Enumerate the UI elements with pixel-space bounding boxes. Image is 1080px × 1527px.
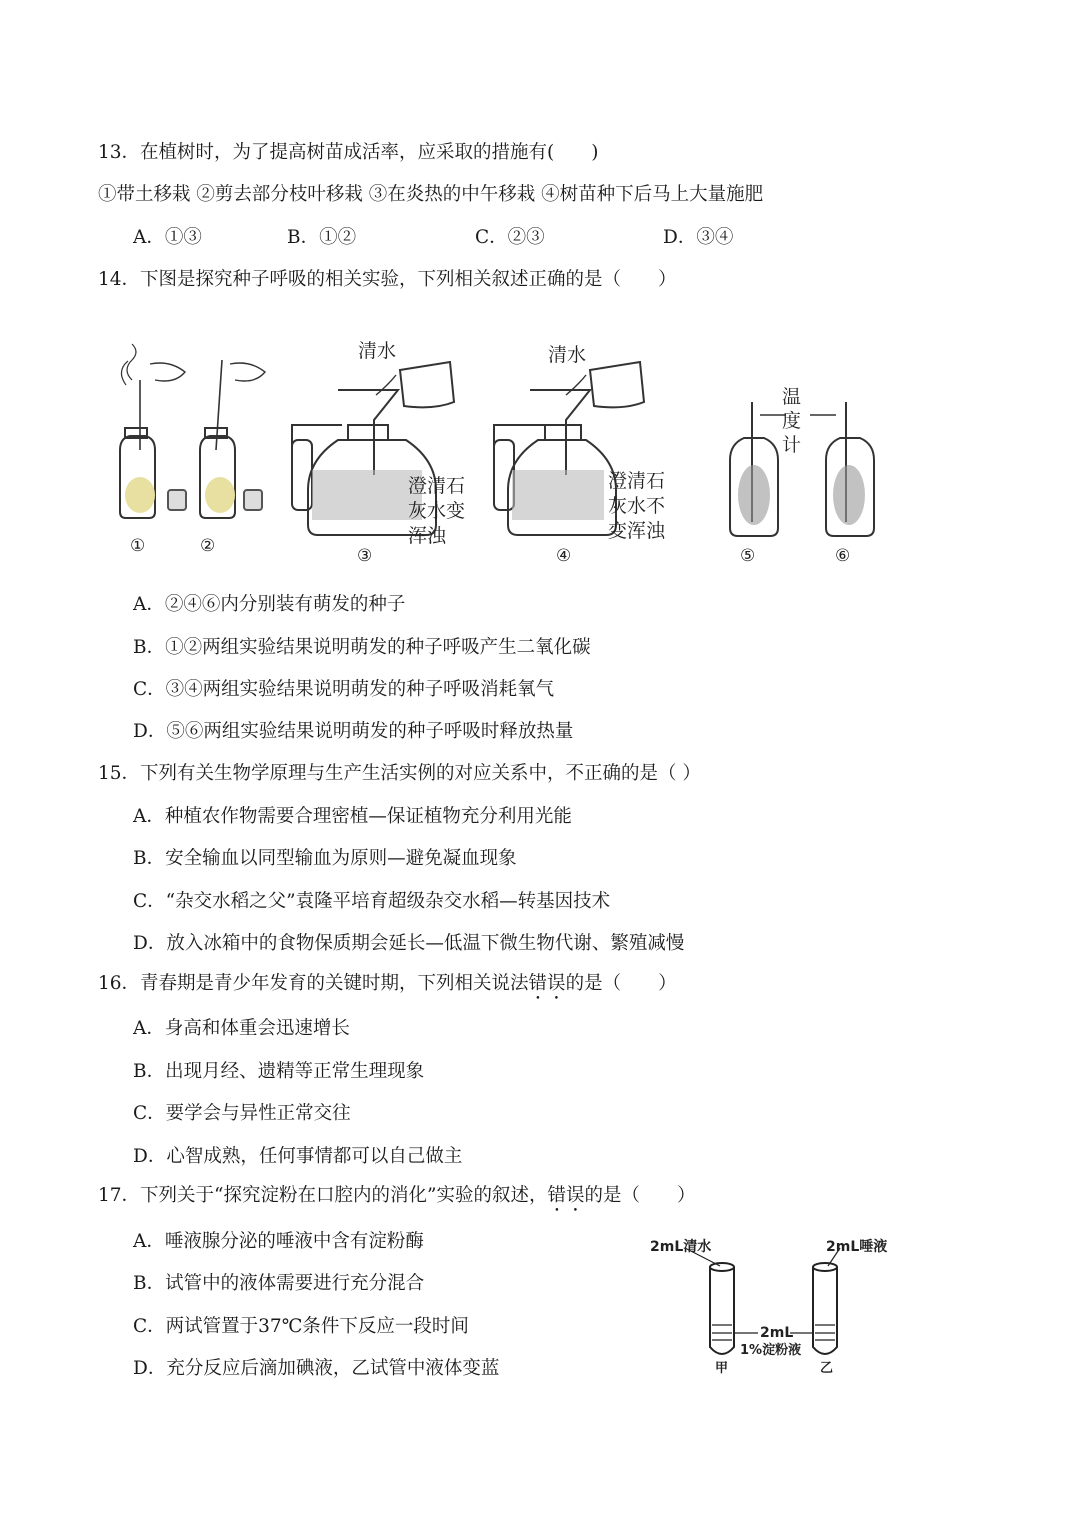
q14-option-b[interactable]: B．①②两组实验结果说明萌发的种子呼吸产生二氧化碳: [133, 637, 591, 658]
clear-label-3: 变浑浊: [608, 520, 666, 542]
figure-number-5: ⑤: [740, 546, 756, 566]
q13-option-a[interactable]: A．①③: [133, 227, 202, 248]
q15-stem: 15．下列有关生物学原理与生产生活实例的对应关系中，不正确的是（ ）: [98, 763, 701, 784]
q15-option-d[interactable]: D．放入冰箱中的食物保质期会延长—低温下微生物代谢、繁殖减慢: [133, 933, 685, 954]
q13-option-c[interactable]: C．②③: [475, 227, 545, 248]
thermometer-label-1: 温: [782, 386, 802, 408]
q16-option-d[interactable]: D．心智成熟，任何事情都可以自己做主: [133, 1146, 463, 1167]
q17-option-c[interactable]: C．两试管置于37℃条件下反应一段时间: [133, 1316, 469, 1337]
q13-option-d[interactable]: D．③④: [663, 227, 734, 248]
figure-number-1: ①: [130, 536, 146, 556]
test-tube-b-icon: [813, 1248, 840, 1354]
turbid-label-1: 澄清石: [408, 475, 466, 497]
q14-option-d[interactable]: D．⑤⑥两组实验结果说明萌发的种子呼吸时释放热量: [133, 721, 574, 742]
q13-option-b[interactable]: B．①②: [287, 227, 357, 248]
figure-number-3: ③: [357, 546, 373, 566]
q13-statements: ①带土移栽 ②剪去部分枝叶移栽 ③在炎热的中午移栽 ④树苗种下后马上大量施肥: [98, 184, 764, 205]
q14-option-c[interactable]: C．③④两组实验结果说明萌发的种子呼吸消耗氧气: [133, 679, 555, 700]
clear-label-1: 澄清石: [608, 470, 666, 492]
q16-option-c[interactable]: C．要学会与异性正常交往: [133, 1103, 351, 1124]
tube-a-label: 甲: [715, 1361, 729, 1376]
q15-option-a[interactable]: A．种植农作物需要合理密植—保证植物充分利用光能: [133, 806, 572, 827]
thermometer-label-3: 计: [782, 434, 802, 456]
test-tube-a-icon: [685, 1248, 734, 1354]
q16-option-a[interactable]: A．身高和体重会迅速增长: [133, 1018, 350, 1039]
turbid-label-2: 灰水变: [408, 500, 466, 522]
saliva-tube-label: 2mL唾液: [826, 1239, 888, 1255]
q17-option-a[interactable]: A．唾液腺分泌的唾液中含有淀粉酶: [133, 1231, 424, 1252]
thermometer-label-2: 度: [782, 410, 802, 432]
q17-stem-tail: 的是（ ）: [584, 1185, 696, 1206]
q14-diagram: [0, 320, 1080, 580]
figure-number-2: ②: [200, 536, 216, 556]
turbid-label-3: 浑浊: [408, 525, 447, 547]
q13-stem: 13．在植树时，为了提高树苗成活率，应采取的措施有( ): [98, 142, 599, 163]
water-label-1: 清水: [358, 340, 397, 362]
q16-option-b[interactable]: B．出现月经、遗精等正常生理现象: [133, 1061, 425, 1082]
q16-stem: [98, 972, 677, 1004]
q17-stem: [98, 1184, 696, 1216]
q14-option-a[interactable]: A．②④⑥内分别装有萌发的种子: [133, 594, 406, 615]
figure-number-6: ⑥: [835, 546, 851, 566]
figure-number-4: ④: [556, 546, 572, 566]
water-tube-label: 2mL清水: [650, 1239, 712, 1255]
water-label-2: 清水: [548, 344, 587, 366]
tube-b-label: 乙: [820, 1361, 834, 1376]
q17-option-d[interactable]: D．充分反应后滴加碘液，乙试管中液体变蓝: [133, 1358, 500, 1379]
q15-option-b[interactable]: B．安全输血以同型输血为原则—避免凝血现象: [133, 848, 517, 869]
clear-label-2: 灰水不: [608, 495, 666, 517]
q17-stem-emphasis: 错误: [547, 1185, 585, 1206]
q17-figure: [640, 1230, 900, 1380]
starch-label-solution: 1%淀粉液: [740, 1343, 802, 1358]
q17-stem-text: 17．下列关于“探究淀粉在口腔内的消化”实验的叙述，: [98, 1185, 548, 1206]
q16-stem-text: 16．青春期是青少年发育的关键时期，下列相关说法: [98, 973, 529, 994]
q14-stem: 14．下图是探究种子呼吸的相关实验，下列相关叙述正确的是（ ）: [98, 269, 677, 290]
starch-label-amount: 2mL: [760, 1325, 794, 1341]
q14-figure: [0, 320, 1080, 580]
q15-option-c[interactable]: C．“杂交水稻之父”袁隆平培育超级杂交水稻—转基因技术: [133, 891, 611, 912]
q16-stem-tail: 的是（ ）: [565, 973, 677, 994]
q16-stem-emphasis: 错误: [528, 973, 566, 994]
q17-option-b[interactable]: B．试管中的液体需要进行充分混合: [133, 1273, 425, 1294]
